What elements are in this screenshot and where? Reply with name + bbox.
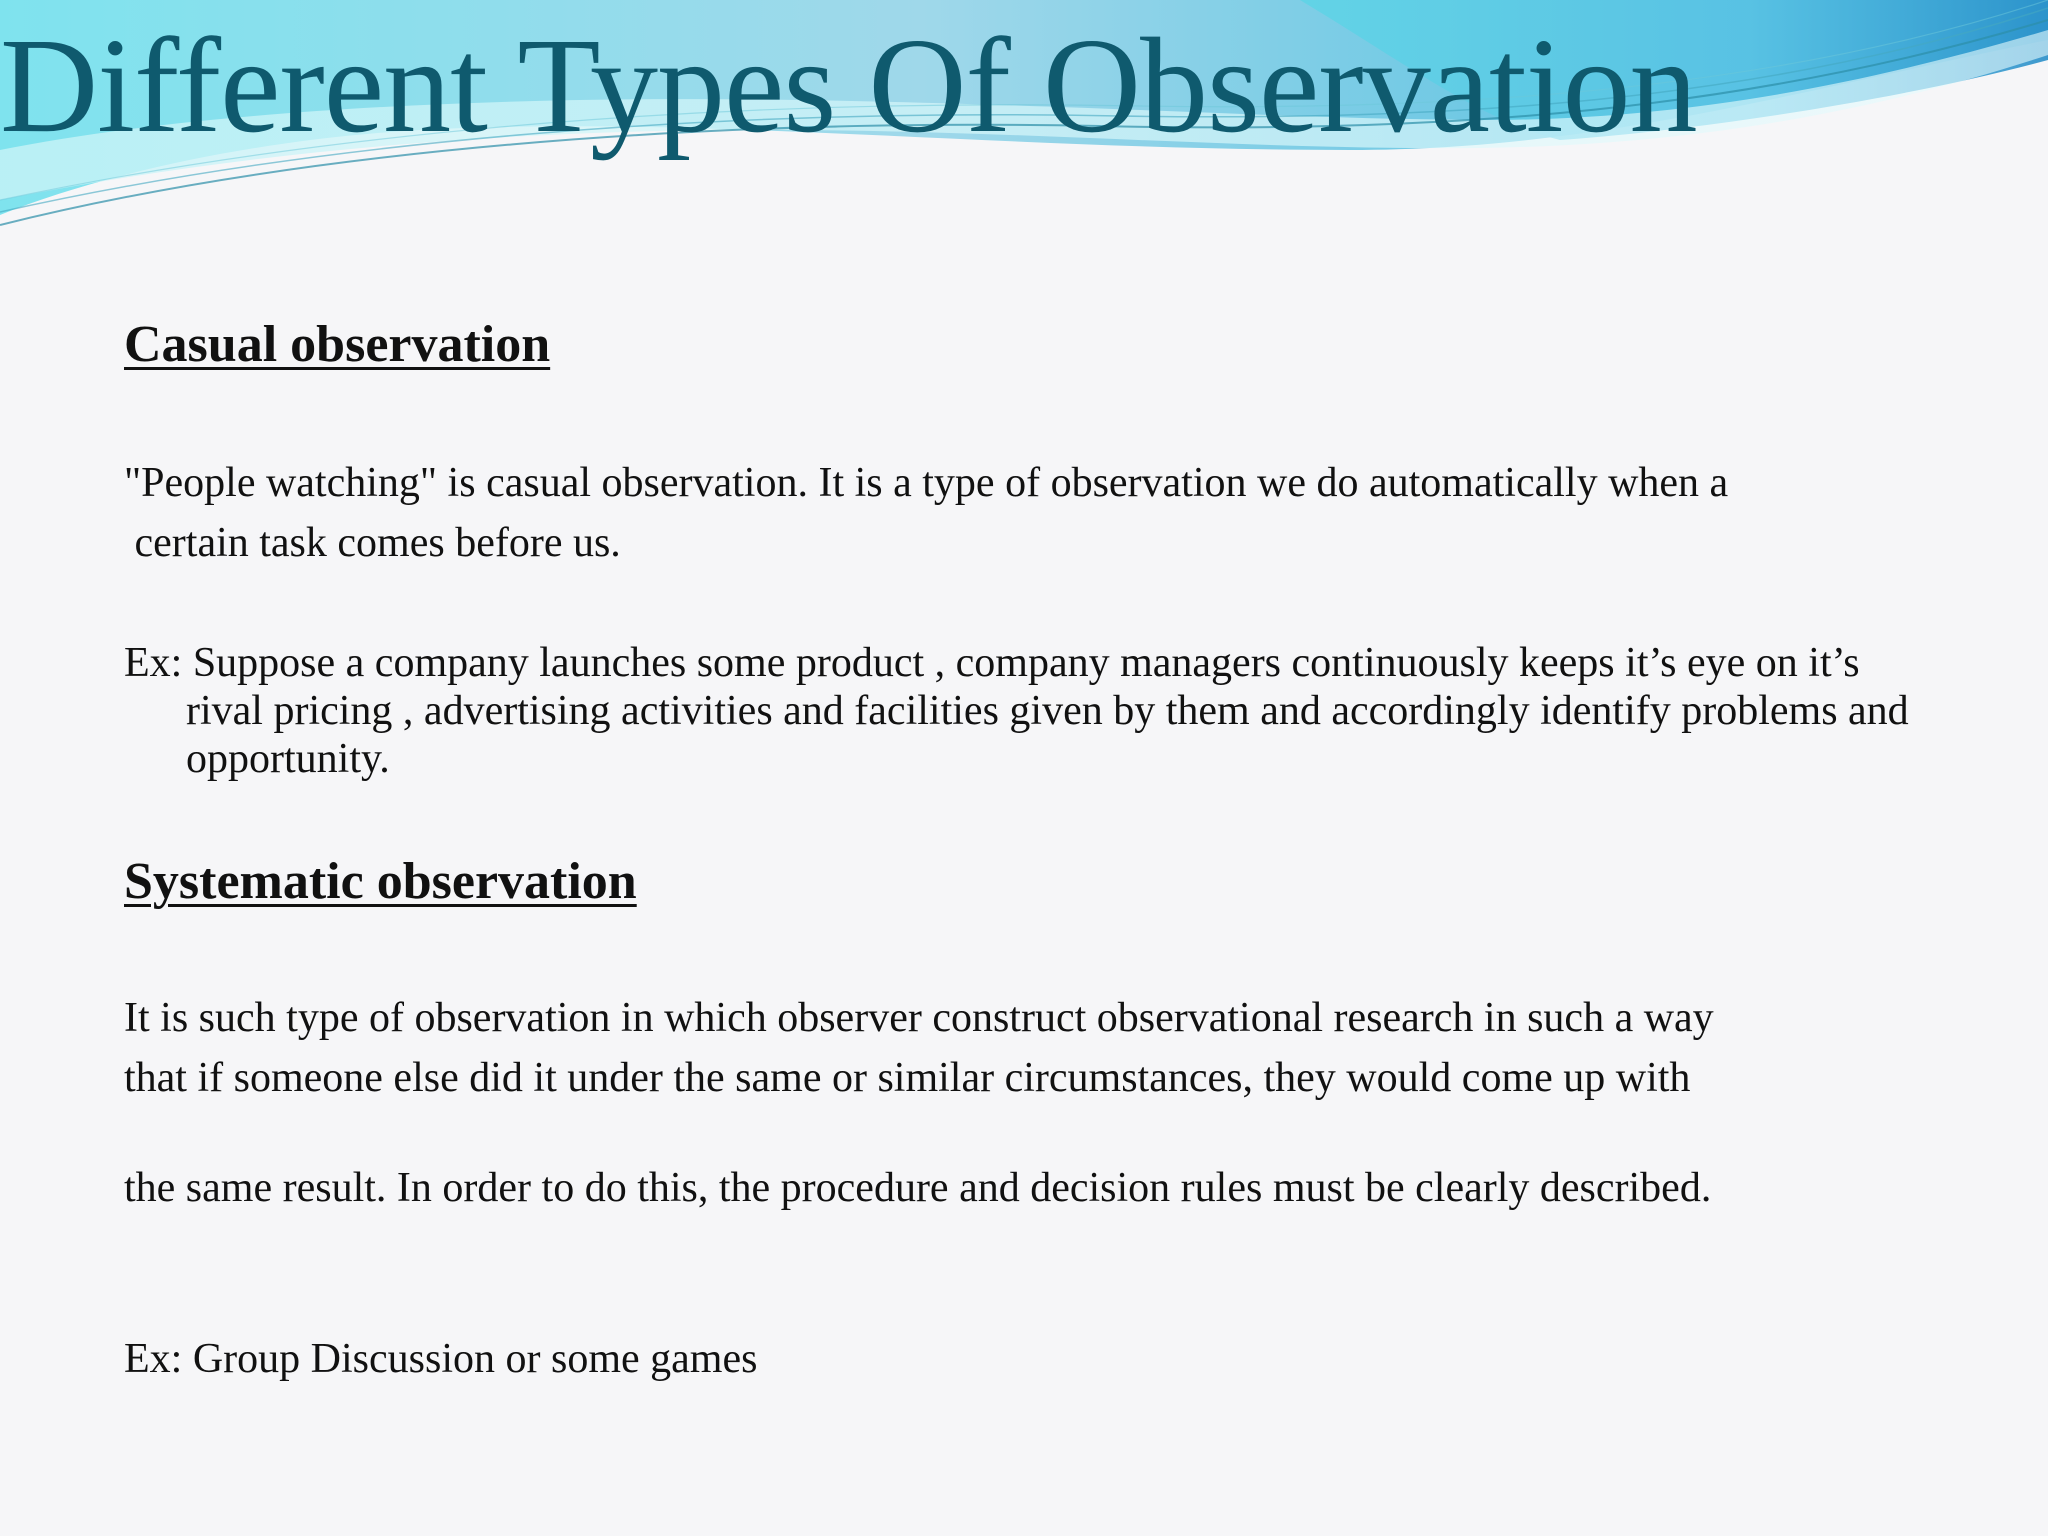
systematic-example: Ex: Group Discussion or some games — [124, 1336, 758, 1382]
casual-example: Ex: Suppose a company launches some product , company managers continuously keeps it’s eye on it’s rival pricing , advertising activities and facilities given by them and accordingly identify problems and opportunity. — [124, 640, 1909, 782]
casual-paragraph-line-2: certain task comes before us. — [124, 520, 621, 566]
systematic-paragraph-3: the same result. In order to do this, the procedure and decision rules must be clearly described. — [124, 1165, 1712, 1211]
systematic-paragraph-1: It is such type of observation in which observer construct observational research in such a way — [124, 995, 1714, 1041]
section-heading-casual: Casual observation — [124, 316, 551, 373]
slide-title: Different Types Of Observation — [0, 11, 1697, 161]
casual-paragraph-line-1: "People watching" is casual observation. It is a type of observation we do automatically when a — [124, 460, 1729, 506]
systematic-paragraph-2: that if someone else did it under the same or similar circumstances, they would come up with — [124, 1055, 1691, 1101]
section-heading-systematic: Systematic observation — [124, 853, 637, 910]
